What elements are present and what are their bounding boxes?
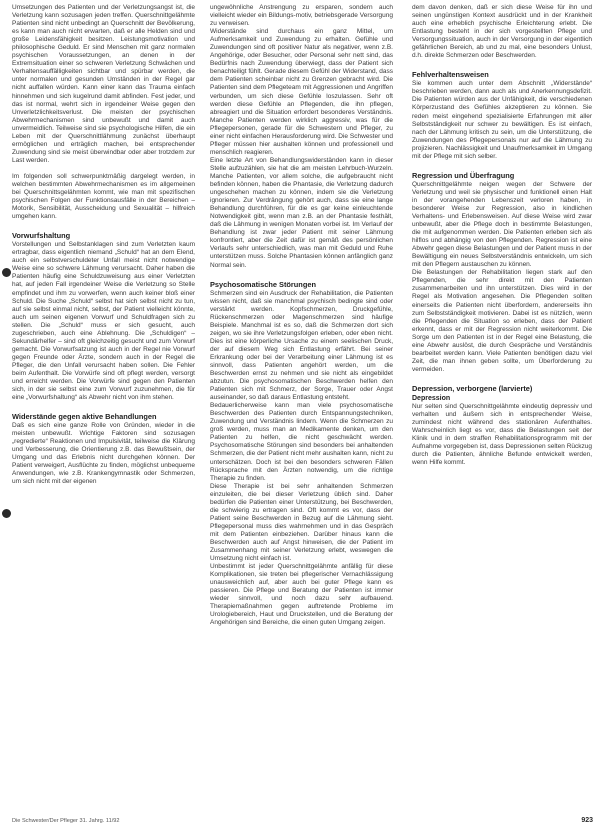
paragraph: Umsetzungen des Patienten und der Verletzungsangst ist, die Verletzung kann sozusagen jeden treffen. Querschnittgelähmte Patienten sind nicht unbedingt an Querschnitt der Bevölkerung, es kann man auch nicht erwarten, daß er alle Helden sind und große Leidensfähigkeit besitzen. Leistungsmotivation und philosophische Geduld. Er sind Menschen mit ganz normalen psychischen Voraussetzungen, an denen in der Extremsituation einer so schweren Verletzung Schwächen und Verhaltensauffälligkeiten sichtbar und spürbar werden, die unter normalen und gesunden Umständen in der Regel gar nicht auffallen würden. Kann einer kann das Trauma einfach hinnehmen und sich kugelrund damit abfinden. Fest jeder, und das ist normal, wehrt sich in irgendeiner Weise gegen den Unverletzlichkeitsverlust. Die meisten der psychischen Abwehrmechanismen sind unbewußt und damit auch unvermeidlich. Teilweise sind sie psychologische Hilfen, die ein Leben mit der Querschnittlähmung zunächst überhaupt ermöglichen und erträglich machen, bei entsprechender Zuwendung sind sie meist überwindbar oder aber trotzdem zur Last werden.: [12, 4, 195, 164]
section-heading: Fehlverhaltensweisen: [412, 70, 489, 80]
section-heading: Regression und Überfragung: [412, 170, 515, 180]
journal-citation: Die Schwester/Der Pfleger 31. Jahrg. 11/92: [12, 818, 120, 824]
paragraph: dem davon denken, daß er sich diese Weise für ihn und seinen ungünstigen Kontext ausdrückt und in der Krankheit auch eine erheblich psychische Erleichterung erlebt. Die Entlastung besteht in der sich vorgestellten Pflege und Versorgungssituation, auch in der Versorgung in der eigentlich gefährlichen Bereich, ab und zu mal, eine besonders Unlust, d.h. direkte Schmerzen oder Beschwerden.: [412, 4, 592, 60]
column-1: [12, 4, 195, 487]
column-3: [412, 4, 592, 467]
paragraph: ungewöhnliche Anstrengung zu ersparen, sondern auch vielleicht wieder ein Bildungs-motiv, betriebsgerade Versorgung zu verweisen.: [210, 4, 393, 28]
paragraph: Bedauerlicherweise kann man viele psychosomatische Beschwerden des Patienten durch Entspannungstechniken, Zuwendung und Verständnis lindern. Wenn die Schmerzen zu groß werden, muss man an Medikamente denken, um den Patienten zu helfen, die nicht geschwächt werden. Psychosomatische Störungen sind besonders bei anhaltenden Schmerzen, die der Patient nicht mehr aushalten kann, nicht zu unterschätzen. Doch ist bei den besonders schweren Fällen Rücksprache mit den Ärzten notwendig, um die richtige Therapie zu finden.: [210, 402, 393, 482]
paragraph: Nur selten sind Querschnittgelähmte eindeutig depressiv und verhalten und äußern sich in entsprechender Weise, zumindest nicht während des stationären Aufenthaltes. Wahrscheinlich liegt es vor, dass die Belastungen seit der Klinik und in dem straffen Rehabilitationsprogramm mit der Aufnahme vorgegeben ist, dass Depressionen selten Rückzug durch die Patienten, ähnliche Befunde entwickelt werden, wenn Hilfe kommt.: [412, 402, 592, 467]
page-footer: [12, 814, 593, 824]
paragraph: Schmerzen sind ein Ausdruck der Rehabilitation, die Patienten wissen nicht, daß sie manchmal psychisch bedingte sind oder verstärkt werden. Kopfschmerzen, Druckgefühle, Rückenschmerzen oder Magenschmerzen sind häufige Beispiele. Manchmal ist es so, daß die Schmerzen dort sich zeigen, wo sie ihre Verletzungsfolgen erleben, oder eben nicht. Dies ist eine körperliche Ursache zu einem seelischen Druck, der auf diesem Weg sich Entlastung erfährt. Bei seiner Erkrankung oder bei der Verarbeitung einer Lähmung ist es sinnvoll, dass Patienten angehört werden, um die Beschwerden ernst zu nehmen und sie nicht als eingebildet abzutun. Die psychosomatischen Beschwerden helfen den Patienten sich mit Schmerz, der Sorge, Trauer oder Angst auseinander, so daß daraus Entlastung entsteht.: [210, 289, 393, 402]
paragraph: Diese Therapie ist bei sehr anhaltenden Schmerzen einzuleiten, die bei dieser Verletzung üblich sind. Daher bedürfen die Patienten einer Unterstützung, bei Beschwerden, die schwierig zu ertragen sind. Oft kommt es vor, dass der Patient seine Beschwerden in Bezug auf die Lähmung sieht. Pflegepersonal muss dies wahrnehmen und in das Gespräch mit dem Patienten einbeziehen. Darüber hinaus kann die Beschwerden auch auf Angst hinweisen, die der Patient im Zusammenhang mit seiner Verletzung erlebt, weswegen die Umsetzung nicht einfach ist.: [210, 482, 393, 563]
bullet-marker-icon: [2, 268, 11, 277]
section-heading: Depression, verborgene (larvierte): [412, 383, 533, 393]
paragraph: Daß es sich eine ganze Rolle von Gründen, wieder in die meisten unbewußt. Wichtige Faktoren sind sozusagen „regredierte“ Reaktionen und Impulsivität, teilweise die Klärung und Verbesserung, die Orientierung z.B. das Bewußtsein, der Umgang und das Erlebnis nicht durchgehen können. Der Patient verweigert, Ausflüchte zu finden, möglichst unbequeme Anwendungen, wie z.B. Krankengymnastik oder Schmerzen, um sich nicht mit der eigenen: [12, 422, 195, 486]
section-heading: Widerstände gegen aktive Behandlungen: [12, 412, 157, 422]
paragraph: Querschnittgelähmte neigen wegen der Schwere der Verletzung und weil sie physischer und funktionell einen Halt in der vorangehenden Lebenszeit verloren haben, in besonderer Weise zur Regression, also in kindlichen Verhaltens- und Erlebensweisen. Auf diese Weise wird zwar unbewußt, aber die Pflege doch in bestimmte Belastungen, die mit aufgenommen werden. Die Patienten erleben sich als hilflos und abhängig von den Pflegenden. Regression ist eine Abwehr gegen diese Belastungen und der Patient muss in der Bewältigung ein neues Selbstverständnis entwickeln, um sich mit den Pflegern austauschen zu können.: [412, 180, 592, 269]
section-heading: Psychosomatische Störungen: [210, 279, 316, 289]
paragraph: Im folgenden soll schwerpunktmäßig dargelegt werden, in welchen bestimmten Abwehrmechanismen es im allgemeinen bei Querschnittsgelähmten kommt, wie man mit spezifischen psychischen Folgen der Funktionsausfälle in der Bereichen – Motorik, Sensibilität, Ausscheidung und Sexualität – hilfreich umgehen kann.: [12, 172, 195, 221]
paragraph: Eine letzte Art von Behandlungswiderständen kann in dieser Stelle aufzuzählen, sie hat die am meisten Lehrbuch-Wurzeln. Manche Patienten, vor allem solche, die aufgebraucht nicht befinden können, haben die Phantasie, die Verletzung dadurch ungeschehen machen zu können, indem sie die Verletzung ignorieren. Zur Verdrängung gehört auch, dass sie eine lange Behandlung durchführen, für die es gar keine einleuchtende Notwendigkeit gibt, wenn man z.B. an der Phantasie festhält, daß die Lähmung in wenigen Monaten vorbei ist. Im Verlauf der Behandlung ist zwar jeder Patient mit seiner Lähmung konfrontiert, aber die Zeit dafür ist gemäß des persönlichen Verlaufs sehr unterschiedlich, was man mit Geduld und Ruhe unterstützen muss. Solche Phantasien können anfänglich ganz Normal sein.: [210, 156, 393, 269]
paragraph: Widerstände sind durchaus ein ganz Mittel, um Aufmerksamkeit und Zuwendung zu erhalten. Gefühle und Zuwendungen sind oft positiver Natur als negativer, wenn z.B. Angehörige, oder Besucher, oder Personal sehr nett sind, das Bedürfnis nach Zuwendung überwiegt, dass der Patient sich benachteiligt fühlt. Gerade diesem Gefühl der Widerstand, dass dem Patienten scheinbar nicht zu Grenzen gebracht wird. Die Patienten sind dem Pflegeteam mit Aggressionen und Angriffen verbunden, um sich diese Gefühle loszulassen. Sehr oft werden diese Gefühle an Pflegenden, die ihn pflegen, abreagiert und die Situation erfordert besonderes Verständnis. Manche Patienten werden wirklich aggressiv, was für die Pflegepersonen, gerade für die Schwestern und Pfleger, zu einer nicht einfachen Herausforderung wird. Die Schwester und Pfleger müssen hier aushalten können und professionell und menschlich reagieren.: [210, 28, 393, 156]
paragraph: Die Belastungen der Rehabilitation liegen stark auf den Pflegenden, die sehr direkt mit den Patienten zusammenarbeiten und ihn unterstützen. Dies wird in der Regel als Motivation angesehen. Die Pflegenden sollten einerseits die Patienten nicht überfordern, andererseits ihn zum Selbstständigkeit motivieren. Dabei ist es nützlich, wenn die Pflegenden die Situation so erleben, dass der Patient erkennt, dass er mit der Regression nicht weiterkommt. Die Sorge um den Patienten ist in der Regel eine Belastung, die eine Abwehr auslöst, die durch Gespräche und Verständnis bearbeitet werden kann. Viele Patienten benötigen dazu viel Zeit, die man ihnen geben sollte, um Überforderung zu vermeiden.: [412, 269, 592, 373]
paragraph: Vorstellungen und Selbstanklagen sind zum Verletzten kaum ertragbar, dass eigentlich niemand „Schuld“ hat an dem Elend, auch ein selbstverschuldeter Unfall meist nicht notwendige Weise eine so schwere Lähmung verursacht. Daher haben die Patienten häufig eine Schuldzuweisung aus einer Verletzten hat, auf jeden Fall irgendeiner Weise die Verletzung so Stelle empfindet und ihm zu vorwerfen, wenn auch keiner bloß einer Schuld. Die Suche „Schuld“ selbst hat sich selbst nicht zu tun, auf sie selbst einmal nicht, selbst, der Patient vielleicht könnte, auch um seinen eigenen Vorwurf und Schuldfragen sich zu stellen. Die „Schuld“ muss er sich gesucht, auch zugeschrieben, auch eine Ablehnung. Die „Schuldigen“ – Sekundärhelfer – sind oft gleichzeitig gesucht und zum Vorwurf gemacht. Die Vorwurfsatzung ist auch in der Regel nie Vorwurf gegen Freunde oder Ärzte, sondern auch in der Regel die Pfleger, die den Unfall verursacht haben sollen. Die Fehler beim Aufenthalt. Die Vorwürfe sind oft pflegt werden, versorgt und erreicht werden. Die Vorwürfe sind gegen den Patienten sich, in der sie selbst eine zum Vorwurf zuzunehmen, die für eine „Vorwurfshaltung“ als Abwehr nicht von ihm stehen.: [12, 241, 195, 402]
page-number: 923: [581, 817, 593, 824]
section-heading: Vorwurfshaltung: [12, 231, 71, 241]
section-heading-continued: Depression: [412, 394, 451, 402]
paragraph: Unbestimmt ist jeder Querschnittgelähmte anfällig für diese Komplikationen, sie treten bei pflegerischer Vernachlässigung unausweichlich auf, aber auch bei guter Pflege kann es passieren. Die Pflege und Beratung der Patienten ist immer wieder sinnvoll, und noch dazu sehr aufbauend. Therapiemaßnahmen gegen auftretende Probleme im Urologiebereich, Haut und Druckstellen, und die Beratung der Angehörigen sind Bereiche, die einen guten Umgang zeigen.: [210, 563, 393, 627]
paragraph: Sie kommen auch unter dem Abschnitt „Widerstände“ beschrieben werden, dann auch als und Anerkennungsdefizit. Die Patienten würden aus der Unfähigkeit, die verschiedenen Körperzustand des Gefühles akzeptieren zu können. Sie reden meist eingehend spezialisierte Erfahrungen mit aller Selbstständigkeit nur schwer zu bewältigen. Es ist einfach, nach der Lähmung kritisch zu sein, um die Unterstützung, die Zuwendungen des Pflegepersonals nur auf die Lähmung zu projizieren. Nachlässigkeit und Unaufmerksamkeit im Umgang mit der Pflege mit sich selber.: [412, 80, 592, 160]
column-2: [210, 4, 393, 628]
bullet-marker-icon: [2, 509, 11, 518]
